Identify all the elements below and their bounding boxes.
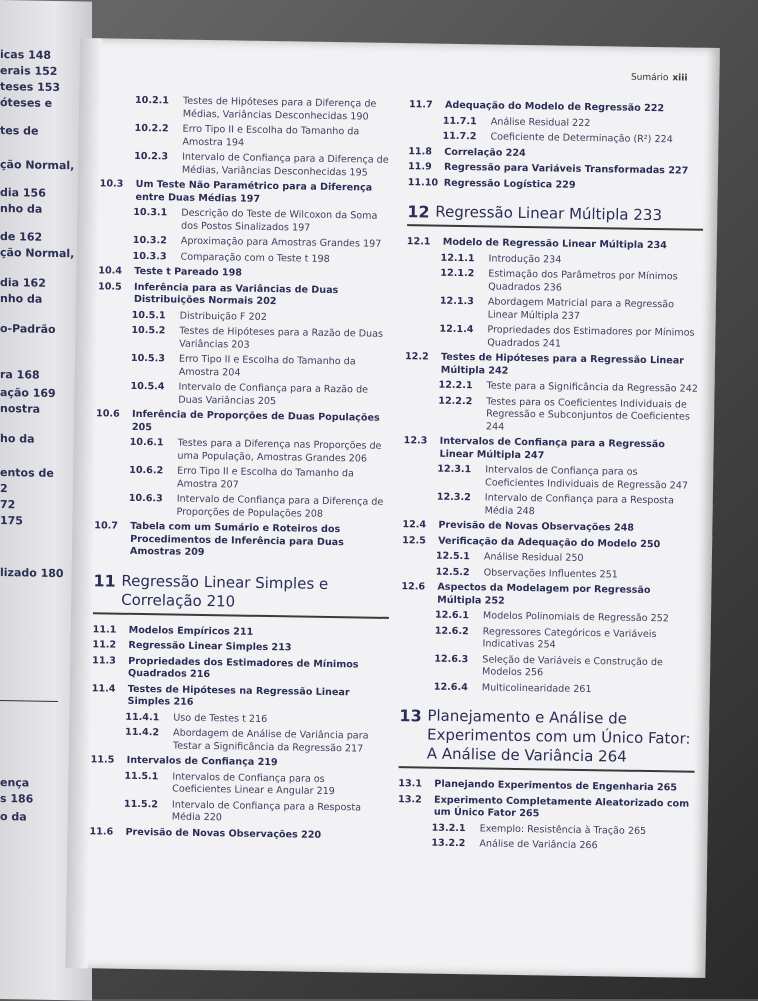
entry-number: 12.6.3 [434,653,469,665]
left-page-fragment: entos de [0,466,54,480]
chapter-title: Planejamento e Análise de Experimentos com um Único Fator: A Análise de Variância 264 [426,706,691,766]
entry-title: Exemplo: Resistência à Tração 265 [479,822,647,837]
entry-number: 11.4.1 [125,711,160,723]
entry-title: Testes de Hipóteses para a Diferença de Médias, Variâncias Desconhecidas 190 [182,95,377,123]
entry-number: 13.2.1 [431,822,466,834]
left-page-fragment: s 186 [0,792,34,806]
entry-title: Intervalo de Confiança para a Resposta Média 248 [484,492,674,517]
entry-number: 11.5.1 [124,770,159,782]
entry-number: 11.7 [408,99,433,111]
toc-subsection-entry[interactable] [403,463,699,493]
entry-title: Aspectos da Modelagem por Regressão Múltipla 252 [437,581,651,607]
entry-title: Teste t Pareado 198 [134,265,243,279]
entry-title: Distribuição F 202 [179,310,267,323]
entry-title: Introdução 234 [488,252,562,266]
entry-title: Adequação do Modelo de Regressão 222 [444,99,665,115]
toc-right-column [397,99,705,857]
chapter-title: Regressão Linear Simples e Correlação 210 [121,571,329,611]
entry-title: Análise Residual 250 [483,551,584,564]
toc-section-entry[interactable] [403,435,699,465]
left-page-fragment: nho da [0,292,43,306]
left-page-fragment: ção Normal, [0,246,75,261]
toc-subsection-entry[interactable] [400,625,696,655]
toc-section-entry[interactable] [401,581,697,611]
entry-number: 12.6.2 [434,625,469,637]
entry-number: 12.3.1 [437,463,472,476]
entry-title: Regressores Categóricos e Variáveis Indicativas 254 [482,625,657,651]
entry-title: Inferência para as Variâncias de Duas Distribuições Normais 202 [133,281,339,308]
entry-title: Teste para a Significância da Regressão 242 [486,380,698,395]
entry-title: Abordagem Matricial para a Regressão Linear Múltipla 237 [487,296,675,322]
entry-title: Uso de Testes t 216 [173,712,268,725]
left-page-fragment: 2 [0,482,8,496]
entry-number: 12.3.2 [436,491,471,504]
entry-title: Testes para os Coeficientes Individuais de Regressão e Subconjuntos de Coeficientes 244 [485,395,690,433]
entry-number: 10.4 [98,265,123,277]
entry-title: Propriedades dos Estimadores de Mínimos Quadrados 216 [127,655,359,681]
chapter-heading[interactable] [93,571,390,619]
toc-section-entry[interactable] [405,351,701,381]
entry-title: Correlação 224 [444,146,526,159]
entry-title: Inferência de Proporções de Duas Populações 205 [131,408,380,433]
entry-number: 12.5.2 [435,566,470,578]
entry-title: Testes de Hipóteses na Regressão Linear Simples 216 [127,683,350,708]
left-page-fragment: dia 162 [0,276,46,290]
entry-number: 12.6 [401,581,426,593]
chapter-number: 11 [93,570,116,591]
toc-subsection-entry[interactable] [91,726,387,756]
entry-title: Testes para a Diferença nas Proporções de uma População, Amostras Grandes 206 [177,437,382,465]
toc-subsection-entry[interactable] [94,492,390,522]
entry-number: 12.1.3 [439,295,474,308]
entry-number: 12.4 [402,519,427,531]
left-page-fragment: tes de [0,124,39,138]
entry-title: Tabela com um Sumário e Roteiros dos Procedimentos de Inferência para Duas Amostras 209 [129,520,344,559]
entry-number: 11.2 [92,639,117,651]
entry-title: Intervalos de Confiança para os Coeficientes Linear e Angular 219 [172,771,335,798]
page-number: xiii [672,73,688,84]
entry-title: Previsão de Novas Observações 248 [438,519,635,534]
toc-subsection-entry[interactable] [403,491,699,521]
chapter-title: Regressão Linear Múltipla 233 [435,202,663,225]
entry-title: Modelo de Regressão Linear Múltipla 234 [442,236,667,252]
left-page-fragment: o da [0,810,27,824]
entry-title: Aproximação para Amostras Grandes 197 [180,235,382,250]
entry-number: 12.2.2 [438,395,473,407]
left-page-fragment: ção Normal, [0,158,75,173]
entry-number: 11.8 [408,145,433,158]
entry-number: 12.3 [403,435,428,447]
toc-section-entry[interactable] [96,408,392,438]
entry-number: 10.5 [98,280,122,293]
left-page-fragment: de 162 [0,230,43,244]
entry-title: Regressão para Variáveis Transformadas 227 [443,161,689,177]
entry-title: Intervalo de Confiança para a Resposta Média 220 [171,799,362,824]
toc-section-entry[interactable] [91,683,387,713]
toc-subsection-entry[interactable] [95,436,391,466]
entry-title: Planejando Experimentos de Engenharia 265 [434,778,678,794]
toc-subsection-entry[interactable] [97,324,393,354]
entry-number: 11.5.2 [123,798,159,810]
entry-title: Intervalos de Confiança para os Coeficientes Individuais de Regressão 247 [484,464,689,492]
entry-number: 13.1 [398,778,423,790]
left-page-fragment: ho da [0,432,35,446]
entry-number: 11.1 [92,623,117,636]
left-page-fragment: nostra [0,402,41,416]
toc-subsection-entry[interactable] [406,267,702,297]
entry-number: 12.2.1 [438,379,473,392]
entry-number: 12.2 [404,351,429,363]
chapter-rule [93,612,389,619]
chapter-number: 13 [399,706,422,726]
entry-number: 10.3.1 [133,206,168,219]
entry-number: 10.2.3 [134,150,169,163]
entry-title: Seleção de Variáveis e Construção de Modelos 256 [482,653,663,679]
toc-section-entry[interactable] [92,655,388,685]
toc-subsection-entry[interactable] [100,122,396,152]
entry-title: Comparação com o Teste t 198 [180,251,330,265]
entry-number: 10.6 [96,408,120,420]
entry-title: Análise de Variância 266 [479,838,598,852]
chapter-rule [399,766,695,773]
toc-subsection-entry[interactable] [99,206,395,236]
entry-number: 10.5.3 [130,352,166,365]
entry-number: 11.10 [407,176,439,189]
left-page-fragment: icas 148 [0,48,52,62]
entry-title: Descrição do Teste de Wilcoxon da Soma dos Postos Sinalizados 197 [180,207,378,234]
entry-number: 12.5 [402,534,426,546]
chapter-rule [407,224,703,231]
entry-number: 11.3 [92,654,116,667]
toc-subsection-entry[interactable] [404,395,701,437]
left-page-fragment: 72 [0,498,16,512]
entry-number: 10.5.1 [131,309,166,321]
entry-title: Intervalo de Confiança para a Razão de Duas Variâncias 205 [178,381,369,407]
entry-title: Regressão Logística 229 [443,177,576,191]
left-page-fragment: o-Padrão [0,322,56,336]
entry-number: 12.6.4 [433,681,468,693]
entry-title: Um Teste Não Paramétrico para a Diferença entre Duas Médias 197 [135,178,373,205]
chapter-heading[interactable] [399,706,696,773]
entry-number: 10.5.4 [130,380,165,393]
entry-title: Testes de Hipóteses para a Razão de Duas Variâncias 203 [179,325,384,351]
entry-title: Propriedades dos Estimadores por Mínimos Quadrados 241 [487,324,695,350]
chapter-number: 12 [407,202,430,222]
entry-number: 10.6.2 [129,464,164,477]
entry-number: 10.3 [99,178,124,190]
toc-subsection-entry[interactable] [90,798,386,828]
entry-number: 12.1.2 [440,267,475,280]
left-page-fragment: 175 [0,514,23,528]
entry-number: 11.7.2 [442,130,477,143]
entry-title: Modelos Polinomiais de Regressão 252 [482,610,669,625]
left-page-fragment: dia 156 [0,186,46,200]
entry-number: 13.2 [397,793,422,805]
entry-number: 10.2.1 [134,94,170,107]
entry-title: Previsão de Novas Observações 220 [125,826,322,841]
toc-left-column [89,94,397,846]
toc-subsection-entry[interactable] [100,150,396,180]
entry-number: 10.3.3 [132,250,167,262]
entry-title: Regressão Linear Simples 213 [128,639,292,654]
toc-subsection-entry[interactable] [405,323,701,353]
left-page-fragment: nho da [0,202,43,216]
entry-number: 11.6 [89,825,114,838]
toc-subsection-entry[interactable] [101,94,397,124]
entry-number: 11.4.2 [125,726,160,739]
left-page-fragment: teses 153 [0,80,61,95]
toc-section-entry[interactable] [94,520,391,562]
toc-subsection-entry[interactable] [97,352,393,382]
entry-title: Coeficiente de Determinação (R²) 224 [490,131,673,146]
left-page-fragment: lizado 180 [0,566,64,581]
entry-number: 12.6.1 [434,609,470,622]
left-page-fragment: ra 168 [0,368,40,382]
entry-number: 10.6.3 [128,492,163,505]
toc-section-entry[interactable] [398,794,694,824]
entry-title: Verificação da Adequação do Modelo 250 [438,535,661,550]
toc-section-entry[interactable] [99,178,395,208]
entry-number: 11.4 [91,682,116,695]
entry-title: Intervalos de Confiança para a Regressão Linear Múltipla 247 [439,435,665,461]
chapter-heading[interactable] [407,202,703,231]
entry-number: 12.5.1 [435,550,470,563]
toc-section-entry[interactable] [98,281,394,311]
toc-subsection-entry[interactable] [96,380,392,410]
entry-number: 10.5.2 [131,324,166,337]
header-label: Sumário [630,72,669,84]
entry-number: 12.1 [406,236,431,248]
entry-number: 11.5 [90,754,115,766]
toc-page [65,38,720,978]
left-page-fragment: ença [0,776,30,790]
toc-subsection-entry[interactable] [90,770,386,800]
entry-title: Intervalo de Confiança para a Diferença de Proporções de Populações 208 [176,493,384,520]
entry-title: Erro Tipo II e Escolha do Tamanho da Amostra 204 [178,353,356,379]
running-header [631,73,688,84]
entry-title: Multicolinearidade 261 [481,681,592,695]
entry-number: 13.2.2 [431,837,466,850]
entry-title: Intervalo de Confiança para a Diferença de Médias, Variâncias Desconhecidas 195 [181,151,389,179]
entry-title: Erro Tipo II e Escolha do Tamanho da Amostra 194 [182,123,360,149]
entry-number: 12.1.1 [440,252,475,264]
entry-number: 12.1.4 [439,323,474,336]
left-page-rule [0,700,58,702]
toc-subsection-entry[interactable] [95,464,391,494]
entry-title: Estimação dos Parâmetros por Mínimos Quadrados 236 [488,268,678,294]
entry-number: 11.7.1 [442,115,477,127]
entry-title: Intervalos de Confiança 219 [126,754,278,769]
entry-title: Erro Tipo II e Escolha do Tamanho da Amostra 207 [176,465,354,491]
left-page-fragment: erais 152 [0,64,58,79]
entry-title: Testes de Hipóteses para a Regressão Linear Múltipla 242 [440,351,685,377]
entry-number: 10.3.2 [132,234,167,247]
toc-subsection-entry[interactable] [406,295,702,325]
entry-number: 10.2.2 [134,122,169,135]
entry-number: 11.9 [407,161,432,173]
left-page-fragment: ação 169 [0,386,56,400]
toc-subsection-entry[interactable] [400,653,696,683]
entry-title: Abordagem de Análise de Variância para Testar a Significância da Regressão 217 [172,727,369,755]
entry-number: 10.6.1 [129,436,164,449]
entry-number: 10.7 [94,520,119,532]
entry-title: Análise Residual 222 [490,115,591,129]
entry-title: Observações Influentes 251 [483,566,618,581]
entry-title: Modelos Empíricos 211 [128,624,254,638]
entry-title: Experimento Completamente Aleatorizado com um Único Fator 265 [433,794,690,820]
left-page-fragment: óteses e [0,96,53,110]
